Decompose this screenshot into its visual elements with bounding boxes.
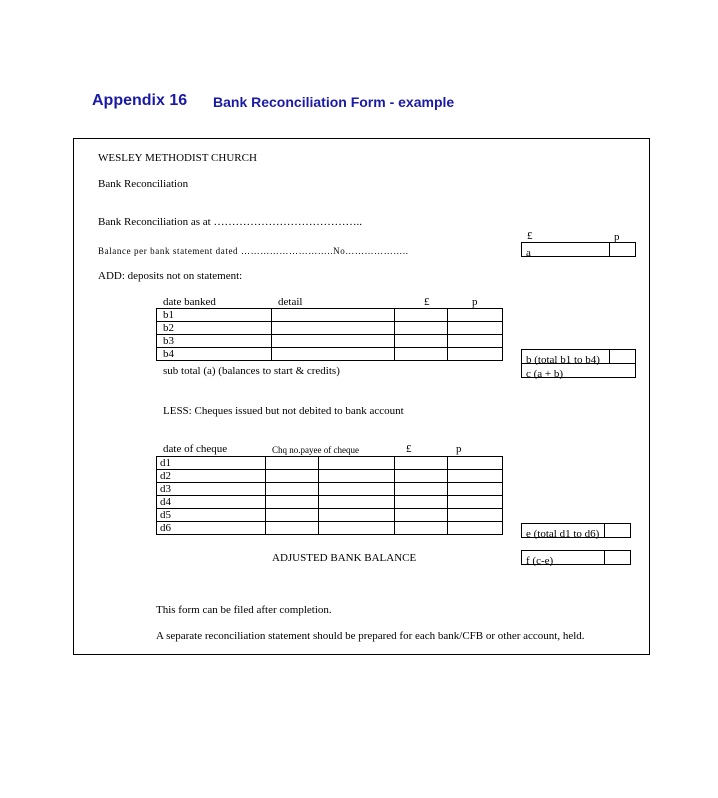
deposit-row-label: b1 [157,309,272,322]
deposit-header-date: date banked [163,296,216,308]
cheque-pounds-cell[interactable] [395,496,448,509]
separate-statement-note: A separate reconciliation statement should be prepared for each bank/CFB or other account, held. [156,630,585,642]
cheque-number-cell[interactable] [265,457,318,470]
deposits-table [156,308,503,361]
pounds-header: £ [527,230,533,242]
cheque-number-cell[interactable] [265,470,318,483]
cheque-number-cell[interactable] [265,483,318,496]
deposit-header-pounds: £ [424,296,430,308]
cheque-row-label: d6 [157,522,266,535]
cheque-row-label: d5 [157,509,266,522]
table-row [157,348,503,361]
deposit-detail-cell[interactable] [271,335,395,348]
cheque-pence-cell[interactable] [448,470,503,483]
box-b-pence[interactable] [609,349,636,364]
table-row [157,335,503,348]
deposit-header-pence: p [472,296,478,308]
deposit-pounds-cell[interactable] [395,322,448,335]
form-subtitle: Bank Reconciliation [98,178,189,190]
deposit-pence-cell[interactable] [448,335,503,348]
as-at-line[interactable]: Bank Reconciliation as at ………………………………….. [98,216,362,228]
deposit-pounds-cell[interactable] [395,335,448,348]
pence-header: p [614,231,620,243]
table-row [157,509,503,522]
deposit-detail-cell[interactable] [271,322,395,335]
balance-per-statement-line[interactable]: Balance per bank statement dated ………………………..No……………….. [98,246,409,256]
less-label: LESS: Cheques issued but not debited to bank account [163,405,404,417]
cheque-row-label: d2 [157,470,266,483]
deposit-header-detail: detail [278,296,303,308]
deposit-pounds-cell[interactable] [395,309,448,322]
cheque-pounds-cell[interactable] [395,522,448,535]
box-e-pounds[interactable] [521,523,605,538]
cheque-pounds-cell[interactable] [395,509,448,522]
box-f-pounds[interactable] [521,550,605,565]
box-b-label: b (total b1 to b4) [526,354,600,366]
page-title: Bank Reconciliation Form - example [213,94,455,110]
box-c[interactable] [521,363,636,378]
cheque-pounds-cell[interactable] [395,483,448,496]
deposit-pence-cell[interactable] [448,309,503,322]
cheque-number-cell[interactable] [265,509,318,522]
cheque-row-label: d4 [157,496,266,509]
appendix-number: Appendix 16 [92,92,188,109]
deposit-pence-cell[interactable] [448,348,503,361]
table-row [157,457,503,470]
cheque-pounds-cell[interactable] [395,470,448,483]
cheque-pounds-cell[interactable] [395,457,448,470]
cheque-row-label: d3 [157,483,266,496]
box-a-pence[interactable] [609,242,636,257]
box-a-label: a [526,247,531,259]
cheque-payee-cell[interactable] [318,496,395,509]
cheque-payee-cell[interactable] [318,470,395,483]
cheque-payee-cell[interactable] [318,457,395,470]
cheque-header-pence: p [456,443,462,455]
box-c-label: c (a + b) [526,368,564,380]
cheque-payee-cell[interactable] [318,509,395,522]
cheque-pence-cell[interactable] [448,522,503,535]
table-row [157,322,503,335]
deposit-row-label: b3 [157,335,272,348]
box-a-pounds[interactable] [521,242,610,257]
subtotal-label: sub total (a) (balances to start & credits) [163,365,340,377]
cheque-pence-cell[interactable] [448,483,503,496]
cheques-table [156,456,503,535]
box-f-pence[interactable] [604,550,631,565]
org-name: WESLEY METHODIST CHURCH [98,152,257,164]
cheque-payee-cell[interactable] [318,483,395,496]
box-e-label: e (total d1 to d6) [526,528,600,540]
deposit-row-label: b2 [157,322,272,335]
table-row [157,470,503,483]
deposit-pence-cell[interactable] [448,322,503,335]
table-row [157,496,503,509]
deposit-detail-cell[interactable] [271,348,395,361]
deposit-row-label: b4 [157,348,272,361]
cheque-header-date: date of cheque [163,443,228,455]
cheque-pence-cell[interactable] [448,496,503,509]
filing-note: This form can be filed after completion. [156,604,332,616]
box-b-pounds[interactable] [521,349,610,364]
cheque-pence-cell[interactable] [448,457,503,470]
table-row [157,309,503,322]
box-f-label: f (c-e) [526,555,554,567]
adjusted-balance-label: ADJUSTED BANK BALANCE [272,552,417,564]
cheque-payee-cell[interactable] [318,522,395,535]
add-label: ADD: deposits not on statement: [98,270,243,282]
cheque-row-label: d1 [157,457,266,470]
cheque-header-pounds: £ [406,443,412,455]
cheque-number-cell[interactable] [265,522,318,535]
table-row [157,483,503,496]
box-e-pence[interactable] [604,523,631,538]
deposit-detail-cell[interactable] [271,309,395,322]
table-row [157,522,503,535]
deposit-pounds-cell[interactable] [395,348,448,361]
cheque-number-cell[interactable] [265,496,318,509]
cheque-header-payee: Chq no.payee of cheque [272,445,359,455]
cheque-pence-cell[interactable] [448,509,503,522]
